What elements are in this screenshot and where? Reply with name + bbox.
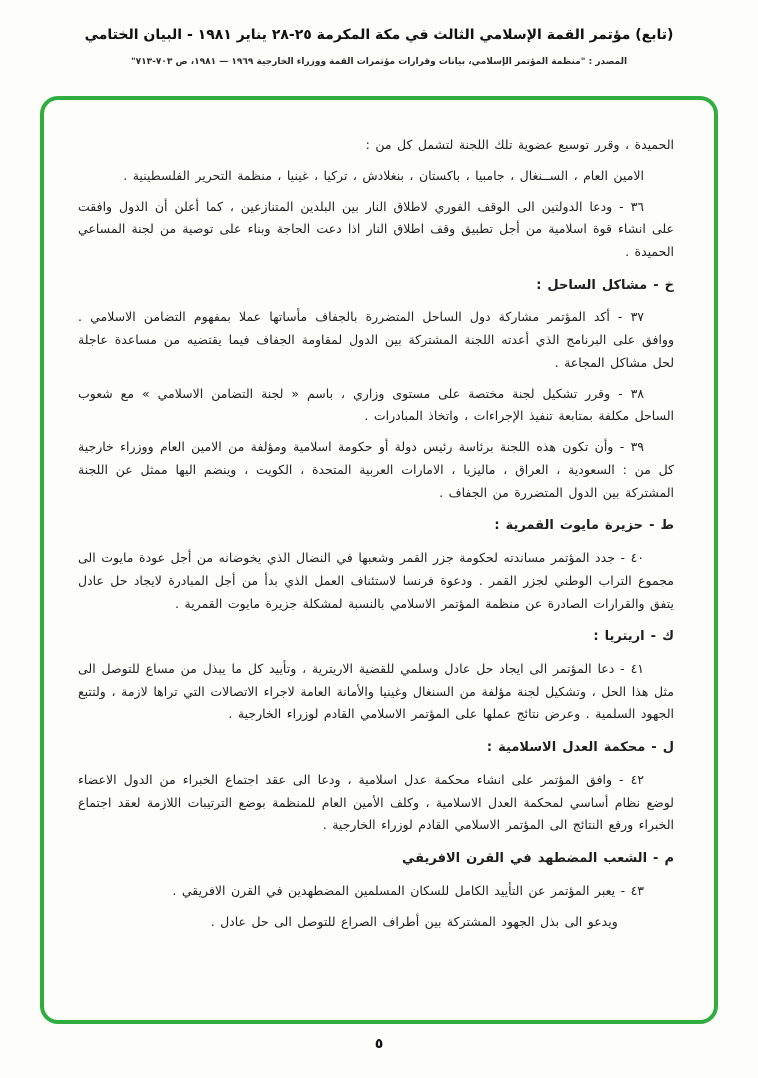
heading-ta-mayotte-comoros: ط - حزيرة مايوت القمرية : [494, 518, 674, 534]
heading-kaf-eritrea: ك - اريتريا : [593, 629, 674, 645]
paragraph-42: ٤٢ - وافق المؤتمر على انشاء محكمة عدل اسلامية ، ودعا الى عقد اجتماع الخبراء من الدول الاعضاء لوضع نظام أساسي لمحكمة العدل الاسلامية ، وكلف الأمين العام للمنظمة بوضع الترتيبات اللازمة لعقد اجتماع الخبراء ورفع النتائج الى المؤتمر الاسلامي القادم لوزراء الخارجية . [78, 771, 674, 833]
paragraph-40: ٤٠ - جدد المؤتمر مساندته لحكومة جزر القمر وشعبها في النضال الذي يخوضانه من أجل عودة مايوت الى مجموع التراب الوطني لجزر القمر . ودعوة فرنسا لاستئناف العمل الذي بدأ من أجل المبادرة لايجاد حل عادل يتفق والقرارات الصادرة عن منظمة المؤتمر الاسلامي بالنسبة لمشكلة جزيرة مايوت القمرية . [78, 550, 674, 611]
page-number: ٥ [374, 1036, 384, 1052]
paragraph-36: ٣٦ - ودعا الدولتين الى الوقف الفوري لاطلاق النار بين البلدين المتنازعين ، كما أعلن أن الدول وافقت على انشاء قوة اسلامية من أجل تطبيق وقف اطلاق النار اذا دعت الحاجة وبناء على توصية من لجنة المساعي الحميدة . [78, 198, 674, 259]
paragraph-37: ٣٧ - أكد المؤتمر مشاركة دول الساحل المتضررة بالجفاف مأساتها عملا بمفهوم التضامن الاسلامي . ووافق على البرنامج الذي أعدته اللجنة المشتركة بين الدول لمقاومة الجفاف فيما يقتضيه من مساعدة عاجلة لحل مشاكل المجاعة . [78, 309, 674, 370]
source-citation: المصدر : "منظمة المؤتمر الإسلامي، بيانات وقرارات مؤتمرات القمة ووزراء الخارجية ١٩٦٩ — ١٩٨١، ص ٧٠٣-٧١٣" [130, 56, 628, 67]
content-border-box [40, 96, 718, 1024]
paragraph-committee-members-list: الامين العام ، الســنغال ، جامبيا ، باكستان ، بنغلادش ، تركيا ، غينيا ، منظمة التحرير الفلسطينية . [123, 167, 644, 183]
page-header [20, 26, 738, 67]
document-title: (تابع) مؤتمر القمة الإسلامي الثالث في مكة المكرمة ٢٥-٢٨ يناير ١٩٨١ - البيان الختامي [84, 27, 674, 43]
paragraph-39: ٣٩ - وأن تكون هذه اللجنة برئاسة رئيس دولة أو حكومة اسلامية ومؤلفة من الامين العام ووزراء خارجية كل من : السعودية ، العراق ، ماليزيا ، الامارات العربية المتحدة ، الكويت ، وينضم اليها ممثل عن اللجنة المشتركة بين الدول المتضررة من الجفاف . [78, 439, 674, 500]
paragraph-38: ٣٨ - وقرر تشكيل لجنة مختصة على مستوى وزاري ، باسم « لجنة التضامن الاسلامي » مع شعوب الساحل مكلفة بمتابعة تنفيذ الإجراءات ، واتخاذ المبادرات . [78, 385, 674, 424]
paragraph-43: ٤٣ - يعبر المؤتمر عن التأييد الكامل للسكان المسلمين المضطهدين في القرن الافريقي . [172, 882, 644, 898]
heading-lam-islamic-court-of-justice: ل - محكمة العدل الاسلامية : [486, 740, 674, 756]
heading-meem-oppressed-people-horn-of-africa: م - الشعب المضطهد في القرن الافريقي [401, 851, 674, 867]
heading-kha-sahel-problems: خ - مشاكل الساحل : [536, 277, 674, 293]
paragraph-41: ٤١ - دعا المؤتمر الى ايجاد حل عادل وسلمي للقضية الاريترية ، وتأييد كل ما يبذل من مساع للتوصل الى مثل هذا الحل ، وتشكيل لجنة مؤلفة من السنغال وغينيا والأمانة العامة لاجراء الاتصالات التي تراها لازمة ، ولتتبع الجهود السلمية . وعرض نتائج عملها على المؤتمر الاسلامي القادم لوزراء الخارجية . [78, 660, 674, 722]
paragraph-closing-call: ويدعو الى بذل الجهود المشتركة بين أطراف الصراع للتوصل الى حل عادل . [210, 913, 618, 929]
paragraph-continuation: الحميدة ، وقرر توسيع عضوية تلك اللجنة لتشمل كل من : [365, 137, 674, 152]
